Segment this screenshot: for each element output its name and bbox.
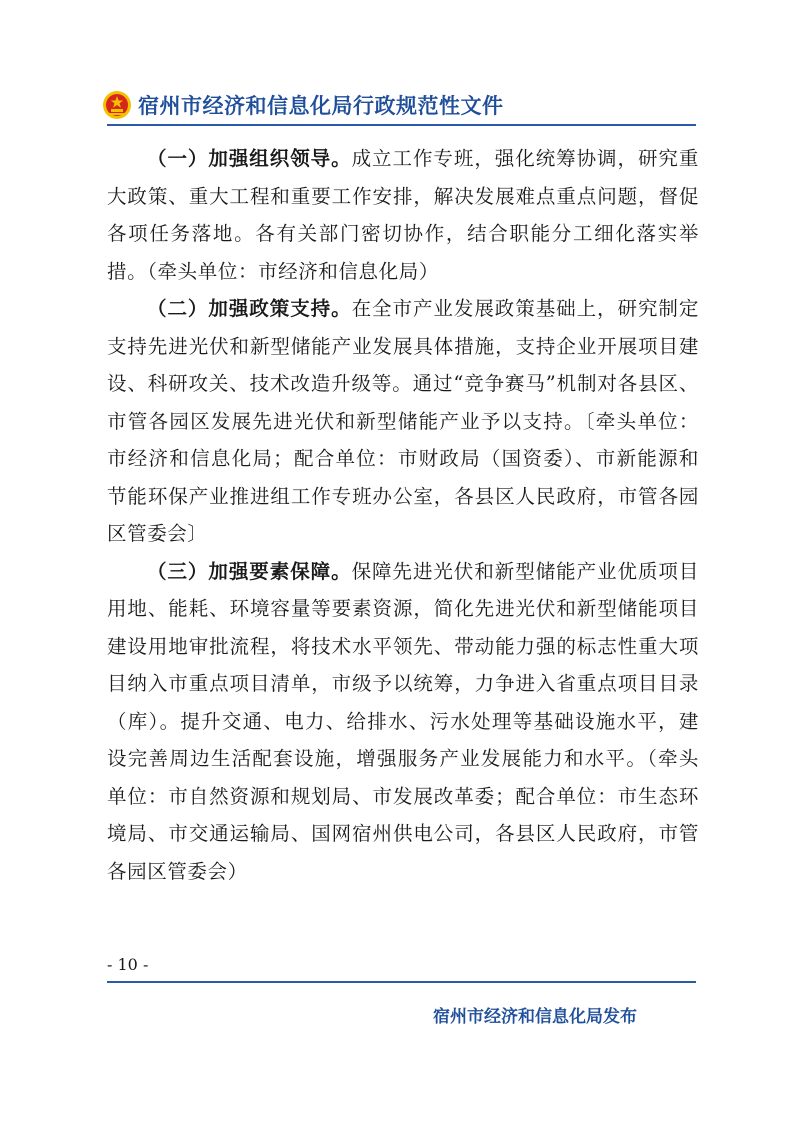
- national-emblem-icon: [102, 90, 132, 120]
- paragraph-lead: （三）加强要素保障。: [147, 559, 352, 583]
- page-number: - 10 -: [107, 955, 149, 974]
- paragraph-resources: [107, 553, 699, 891]
- document-body: [107, 140, 699, 890]
- paragraph-text: 在全市产业发展政策基础上，研究制定支持先进光伏和新型储能产业发展具体措施，支持企业开展项目建设、科研攻关、技术改造升级等。通过“竞争赛马”机制对各县区、市管各园区发展先进光伏和新型储能产业予以支持。〔牵头单位：市经济和信息化局；配合单位：市财政局（国资委）、市新能源和节能环保产业推进组工作专班办公室，各县区人民政府，市管各园区管委会〕: [107, 297, 699, 545]
- header-title: 宿州市经济和信息化局行政规范性文件: [138, 94, 504, 118]
- paragraph-lead: （二）加强政策支持。: [147, 297, 352, 320]
- footer-divider: [107, 981, 696, 983]
- paragraph-text: 保障先进光伏和新型储能产业优质项目用地、能耗、环境容量等要素资源，简化先进光伏和新型储能项目建设用地审批流程，将技术水平领先、带动能力强的标志性重大项目纳入市重点项目清单，市级予以统筹，力争进入省重点项目目录（库）。提升交通、电力、给排水、污水处理等基础设施水平，建设完善周边生活配套设施，增强服务产业发展能力和水平。（牵头单位：市自然资源和规划局、市发展改革委；配合单位：市生态环境局、市交通运输局、国网宿州供电公司，各县区人民政府，市管各园区管委会）: [107, 559, 699, 883]
- paragraph-lead: （一）加强组织领导。: [147, 147, 352, 170]
- paragraph-policy: [107, 290, 699, 553]
- paragraph-text: 成立工作专班，强化统筹协调，研究重大政策、重大工程和重要工作安排，解决发展难点重点问题，督促各项任务落地。各有关部门密切协作，结合职能分工细化落实举措。（牵头单位：市经济和信息化局）: [107, 147, 699, 283]
- footer-publisher: 宿州市经济和信息化局发布: [433, 1007, 637, 1027]
- header-divider: [107, 124, 696, 126]
- paragraph-organization: [107, 140, 699, 290]
- document-header: [102, 88, 504, 122]
